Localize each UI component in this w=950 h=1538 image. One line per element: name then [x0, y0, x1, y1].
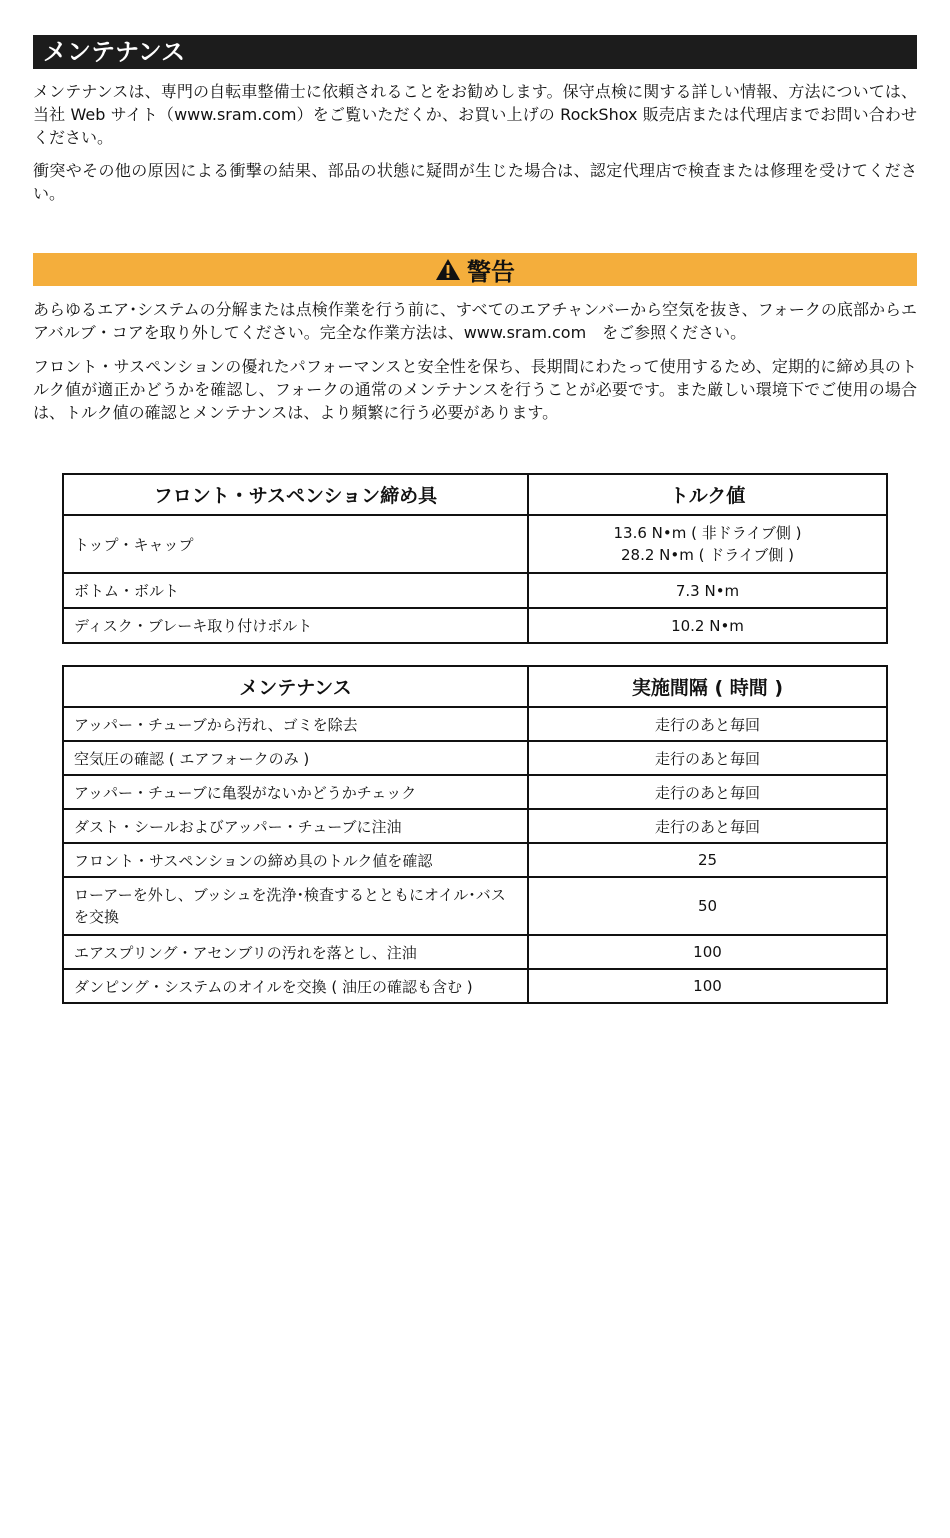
table-row: [63, 877, 887, 935]
maintenance-table: [62, 665, 888, 1004]
maintenance-interval: 走行のあと毎回: [528, 809, 887, 843]
maintenance-item: ローアーを外し、ブッシュを洗浄･検査するとともにオイル･バスを交換: [63, 877, 528, 935]
table-row: [63, 515, 887, 573]
maintenance-interval: 走行のあと毎回: [528, 707, 887, 741]
torque-item: ディスク・ブレーキ取り付けボルト: [63, 608, 528, 643]
table-row: [63, 775, 887, 809]
torque-value: [528, 515, 887, 573]
maintenance-interval: 50: [528, 877, 887, 935]
torque-item: ボトム・ボルト: [63, 573, 528, 608]
maintenance-interval: 走行のあと毎回: [528, 775, 887, 809]
table-row: [63, 843, 887, 877]
table-row: [63, 935, 887, 969]
table-row: [63, 707, 887, 741]
warning-title: 警告: [467, 258, 515, 286]
torque-value-line: 28.2 N•m ( ドライブ側 ): [621, 546, 794, 564]
table-row: [63, 741, 887, 775]
warning-heading: [33, 253, 917, 286]
torque-value-line: 13.6 N•m ( 非ドライブ側 ): [613, 524, 802, 542]
maintenance-interval: 25: [528, 843, 887, 877]
maintenance-paragraph-1: メンテナンスは、専門の自転車整備士に依頼されることをお勧めします。保守点検に関する詳しい情報、方法については、当社 Web サイト（www.sram.com）をご覧いただくか、お買い上げの RockShox 販売店または代理店までお問い合わせください。: [33, 82, 917, 147]
warning-triangle-icon: [435, 258, 461, 281]
maintenance-item: 空気圧の確認 ( エアフォークのみ ): [63, 741, 528, 775]
maintenance-item: アッパー・チューブに亀裂がないかどうかチェック: [63, 775, 528, 809]
torque-item: トップ・キャップ: [63, 515, 528, 573]
warning-paragraph-2: フロント・サスペンションの優れたパフォーマンスと安全性を保ち、長期間にわたって使用するため、定期的に締め具のトルク値が適正かどうかを確認し、フォークの通常のメンテナンスを行うことが必要です。また厳しい環境下でご使用の場合は、トルク値の確認とメンテナンスは、より頻繁に行う必要があります。: [33, 357, 917, 422]
torque-value: 7.3 N•m: [528, 573, 887, 608]
torque-table-header: [63, 474, 887, 515]
table-row: [63, 969, 887, 1003]
torque-header-value: トルク値: [528, 474, 887, 515]
maintenance-item: アッパー・チューブから汚れ、ゴミを除去: [63, 707, 528, 741]
maintenance-item: エアスプリング・アセンブリの汚れを落とし、注油: [63, 935, 528, 969]
maintenance-table-header: [63, 666, 887, 707]
maintenance-header-item: メンテナンス: [63, 666, 528, 707]
table-row: [63, 573, 887, 608]
torque-value: 10.2 N•m: [528, 608, 887, 643]
page-content: [33, 35, 917, 424]
torque-header-item: フロント・サスペンション締め具: [63, 474, 528, 515]
warning-paragraph-1: あらゆるエア･システムの分解または点検作業を行う前に、すべてのエアチャンバーから空気を抜き、フォークの底部からエアバルブ・コアを取り外してください。完全な作業方法は、www.sram.com をご参照ください。: [33, 300, 917, 342]
maintenance-heading: メンテナンス: [33, 35, 917, 69]
table-row: [63, 809, 887, 843]
maintenance-item: ダスト・シールおよびアッパー・チューブに注油: [63, 809, 528, 843]
maintenance-item: ダンピング・システムのオイルを交換 ( 油圧の確認も含む ): [63, 969, 528, 1003]
torque-table: [62, 473, 888, 644]
maintenance-item: フロント・サスペンションの締め具のトルク値を確認: [63, 843, 528, 877]
table-row: [63, 608, 887, 643]
maintenance-interval: 100: [528, 969, 887, 1003]
maintenance-interval: 走行のあと毎回: [528, 741, 887, 775]
maintenance-interval: 100: [528, 935, 887, 969]
maintenance-paragraph-2: 衝突やその他の原因による衝撃の結果、部品の状態に疑問が生じた場合は、認定代理店で検査または修理を受けてください。: [33, 161, 917, 203]
maintenance-header-interval: 実施間隔 ( 時間 ): [528, 666, 887, 707]
